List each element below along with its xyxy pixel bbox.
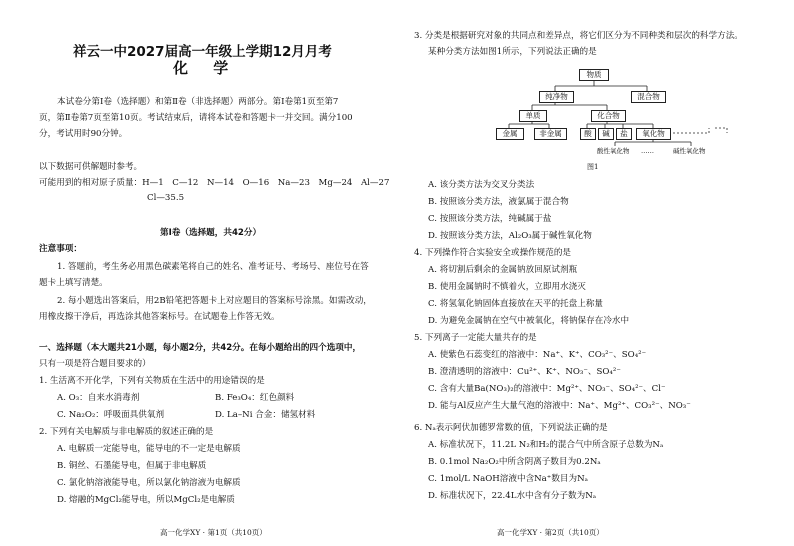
diagram-node-acid: 酸 [580, 128, 596, 140]
atomic-masses-2: Cl—35.5 [147, 193, 185, 203]
part-title: 一、选择题（本大题共21小题，每小题2分，共42分。在每小题给出的四个选项中， [39, 343, 362, 353]
q1-option-c: C. Na₂O₂：呼吸面具供氧剂 [57, 410, 165, 420]
q1-option-b: B. Fe₃O₄：红色颜料 [215, 393, 295, 403]
q5-option-d: D. 能与Al反应产生大量气泡的溶液中：Na⁺、Mg²⁺、CO₃²⁻、NO₃⁻ [428, 401, 691, 411]
q1-stem: 1. 生活离不开化学，下列有关物质在生活中的用途错误的是 [39, 376, 265, 386]
notes-title: 注意事项： [39, 244, 82, 254]
q1-option-d: D. La–Ni 合金：储氢材料 [215, 410, 316, 420]
q4-option-c: C. 将氢氧化钠固体直接放在天平的托盘上称量 [428, 299, 604, 309]
q5-option-c: C. 含有大量Ba(NO₃)₂的溶液中：Mg²⁺、NO₃⁻、SO₄²⁻、Cl⁻ [428, 384, 666, 394]
q2-option-a: A. 电解质一定能导电，能导电的不一定是电解质 [57, 444, 241, 454]
intro-line-1: 本试卷分第Ⅰ卷（选择题）和第Ⅱ卷（非选择题）两部分。第Ⅰ卷第1页至第7 [57, 97, 339, 107]
data-intro: 以下数据可供解题时参考。 [39, 162, 143, 172]
diagram-node-salt: 盐 [616, 128, 632, 140]
q2-stem: 2. 下列有关电解质与非电解质的叙述正确的是 [39, 427, 214, 437]
q3-option-a: A. 该分类方法为交叉分类法 [428, 180, 535, 190]
q4-stem: 4. 下列操作符合实验安全或操作规范的是 [414, 248, 572, 258]
diagram-node-oxide: 氧化物 [636, 128, 671, 140]
q4-option-a: A. 将切割后剩余的金属钠放回原试剂瓶 [428, 265, 578, 275]
diagram-caption: 图1 [587, 163, 599, 171]
diagram-node-acid-oxide: 酸性氧化物 [597, 147, 630, 155]
section-title: 第Ⅰ卷（选择题，共42分） [160, 228, 262, 238]
part-title-2: 只有一项是符合题目要求的） [39, 359, 151, 369]
atomic-masses: 可能用到的相对原子质量：H—1 C—12 N—14 O—16 Na—23 Mg—24 Al—27 [39, 178, 390, 188]
q3-option-d: D. 按照该分类方法，Al₂O₃属于碱性氧化物 [428, 231, 592, 241]
q5-option-a: A. 使紫色石蕊变红的溶液中：Na⁺、K⁺、CO₃²⁻、SO₄²⁻ [428, 350, 647, 360]
q2-option-d: D. 熔融的MgCl₂能导电，所以MgCl₂是电解质 [57, 495, 235, 505]
q4-option-d: D. 为避免金属钠在空气中被氧化，将钠保存在冷水中 [428, 316, 630, 326]
diagram-node-pure: 纯净物 [539, 91, 574, 103]
q1-option-a: A. O₃：自来水消毒剂 [57, 393, 140, 403]
intro-line-2: 页，第Ⅱ卷第7页至第10页。考试结束后，请将本试卷和答题卡一并交回。满分100 [39, 113, 353, 123]
diagram-node-compound: 化合物 [591, 110, 626, 122]
q6-option-a: A. 标准状况下，11.2L N₂和H₂的混合气中所含原子总数为Nₐ [428, 440, 664, 450]
q3-option-c: C. 按照该分类方法，纯碱属于盐 [428, 214, 552, 224]
q3-stem-2: 某种分类方法如图1所示，下列说法正确的是 [428, 47, 597, 57]
q3-stem: 3. 分类是根据研究对象的共同点和差异点，将它们区分为不同种类和层次的科学方法。 [414, 31, 743, 41]
diagram-node-substance: 物质 [579, 69, 609, 81]
diagram-node-nonmetal: 非金属 [534, 128, 567, 140]
page-2-footer: 高一化学XY · 第2页（共10页） [497, 528, 604, 537]
classification-diagram [397, 0, 794, 180]
note-1b: 题卡上填写清楚。 [39, 278, 108, 288]
diagram-node-element: 单质 [519, 110, 547, 122]
diagram-ellipsis: …… [641, 147, 654, 155]
q6-option-b: B. 0.1mol Na₂O₂中所含阴离子数目为0.2Nₐ [428, 457, 601, 467]
diagram-node-basic-oxide: 碱性氧化物 [673, 147, 706, 155]
diagram-node-base: 碱 [598, 128, 614, 140]
q2-option-c: C. 氯化钠溶液能导电，所以氯化钠溶液为电解质 [57, 478, 241, 488]
q6-option-c: C. 1mol/L NaOH溶液中含Na⁺数目为Nₐ [428, 474, 588, 484]
q2-option-b: B. 铜丝、石墨能导电，但属于非电解质 [57, 461, 207, 471]
note-1a: 1. 答题前，考生务必用黑色碳素笔将自己的姓名、准考证号、考场号、座位号在答 [57, 262, 369, 272]
q4-option-b: B. 使用金属钠时不慎着火，立即用水浇灭 [428, 282, 586, 292]
page-2 [397, 0, 794, 546]
q3-option-b: B. 按照该分类方法，液氯属于混合物 [428, 197, 569, 207]
q6-stem: 6. Nₐ表示阿伏加德罗常数的值，下列说法正确的是 [414, 423, 608, 433]
intro-line-3: 分，考试用时90分钟。 [39, 129, 128, 139]
q5-option-b: B. 澄清透明的溶液中：Cu²⁺、K⁺、NO₃⁻、SO₄²⁻ [428, 367, 621, 377]
q5-stem: 5. 下列离子一定能大量共存的是 [414, 333, 537, 343]
diagram-lines [397, 0, 794, 180]
subject-title: 化 学 [173, 59, 239, 77]
diagram-node-metal: 金属 [496, 128, 524, 140]
exam-title: 祥云一中2027届高一年级上学期12月月考 [73, 44, 332, 60]
page-1-footer: 高一化学XY · 第1页（共10页） [160, 528, 267, 537]
note-2b: 用橡皮擦干净后，再选涂其他答案标号。在试题卷上作答无效。 [39, 312, 280, 322]
q6-option-d: D. 标准状况下，22.4L水中含有分子数为Nₐ [428, 491, 597, 501]
diagram-node-mixture: 混合物 [631, 91, 666, 103]
note-2a: 2. 每小题选出答案后，用2B铅笔把答题卡上对应题目的答案标号涂黑。如需改动， [57, 296, 372, 306]
